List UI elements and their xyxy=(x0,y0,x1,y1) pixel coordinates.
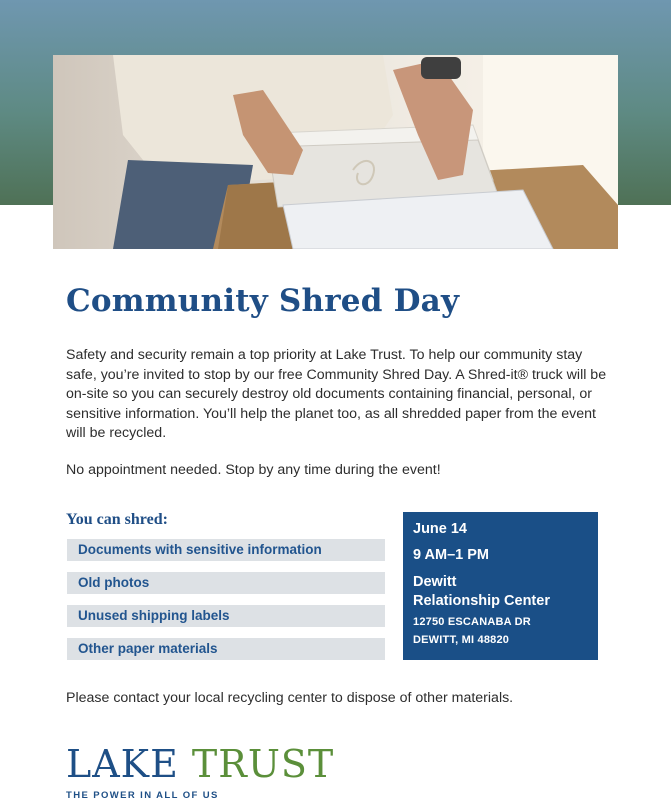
event-location-line1: Dewitt xyxy=(413,574,457,590)
wristwatch xyxy=(421,57,461,79)
hero-photo xyxy=(53,55,618,249)
event-date: June 14 xyxy=(413,521,467,537)
event-location xyxy=(413,573,588,611)
shred-list-heading: You can shred: xyxy=(66,511,168,528)
logo-wordmark xyxy=(66,744,334,784)
logo-tagline: THE POWER IN ALL OF US xyxy=(66,790,219,801)
event-address-line2: DEWITT, MI 48820 xyxy=(413,634,510,646)
shred-item-photos: Old photos xyxy=(67,572,385,594)
event-address-line1: 12750 ESCANABA DR xyxy=(413,616,531,628)
logo-word-trust: TRUST xyxy=(191,742,335,786)
event-location-line2: Relationship Center xyxy=(413,593,550,609)
shred-list xyxy=(67,539,385,671)
hero-illustration xyxy=(53,55,618,249)
logo-word-lake: LAKE xyxy=(66,742,179,786)
event-address xyxy=(413,613,588,649)
contact-note: Please contact your local recycling center to dispose of other materials. xyxy=(66,690,514,706)
event-details-box xyxy=(403,512,598,660)
page-title: Community Shred Day xyxy=(66,283,460,319)
intro-paragraph: Safety and security remain a top priority at Lake Trust. To help our community stay safe, you’re invited to stop by our free Community Shred Day. A Shred-it® truck will be on-site so you can securely destroy old documents containing financial, personal, or sensitive information. You’ll help the planet too, as all shredded paper from the event will be recycled. xyxy=(66,347,607,442)
shred-item-documents: Documents with sensitive information xyxy=(67,539,385,561)
shred-item-paper: Other paper materials xyxy=(67,638,385,660)
lake-trust-logo xyxy=(66,744,334,801)
event-time: 9 AM–1 PM xyxy=(413,547,490,563)
shred-item-labels: Unused shipping labels xyxy=(67,605,385,627)
appointment-note: No appointment needed. Stop by any time during the event! xyxy=(66,462,441,478)
